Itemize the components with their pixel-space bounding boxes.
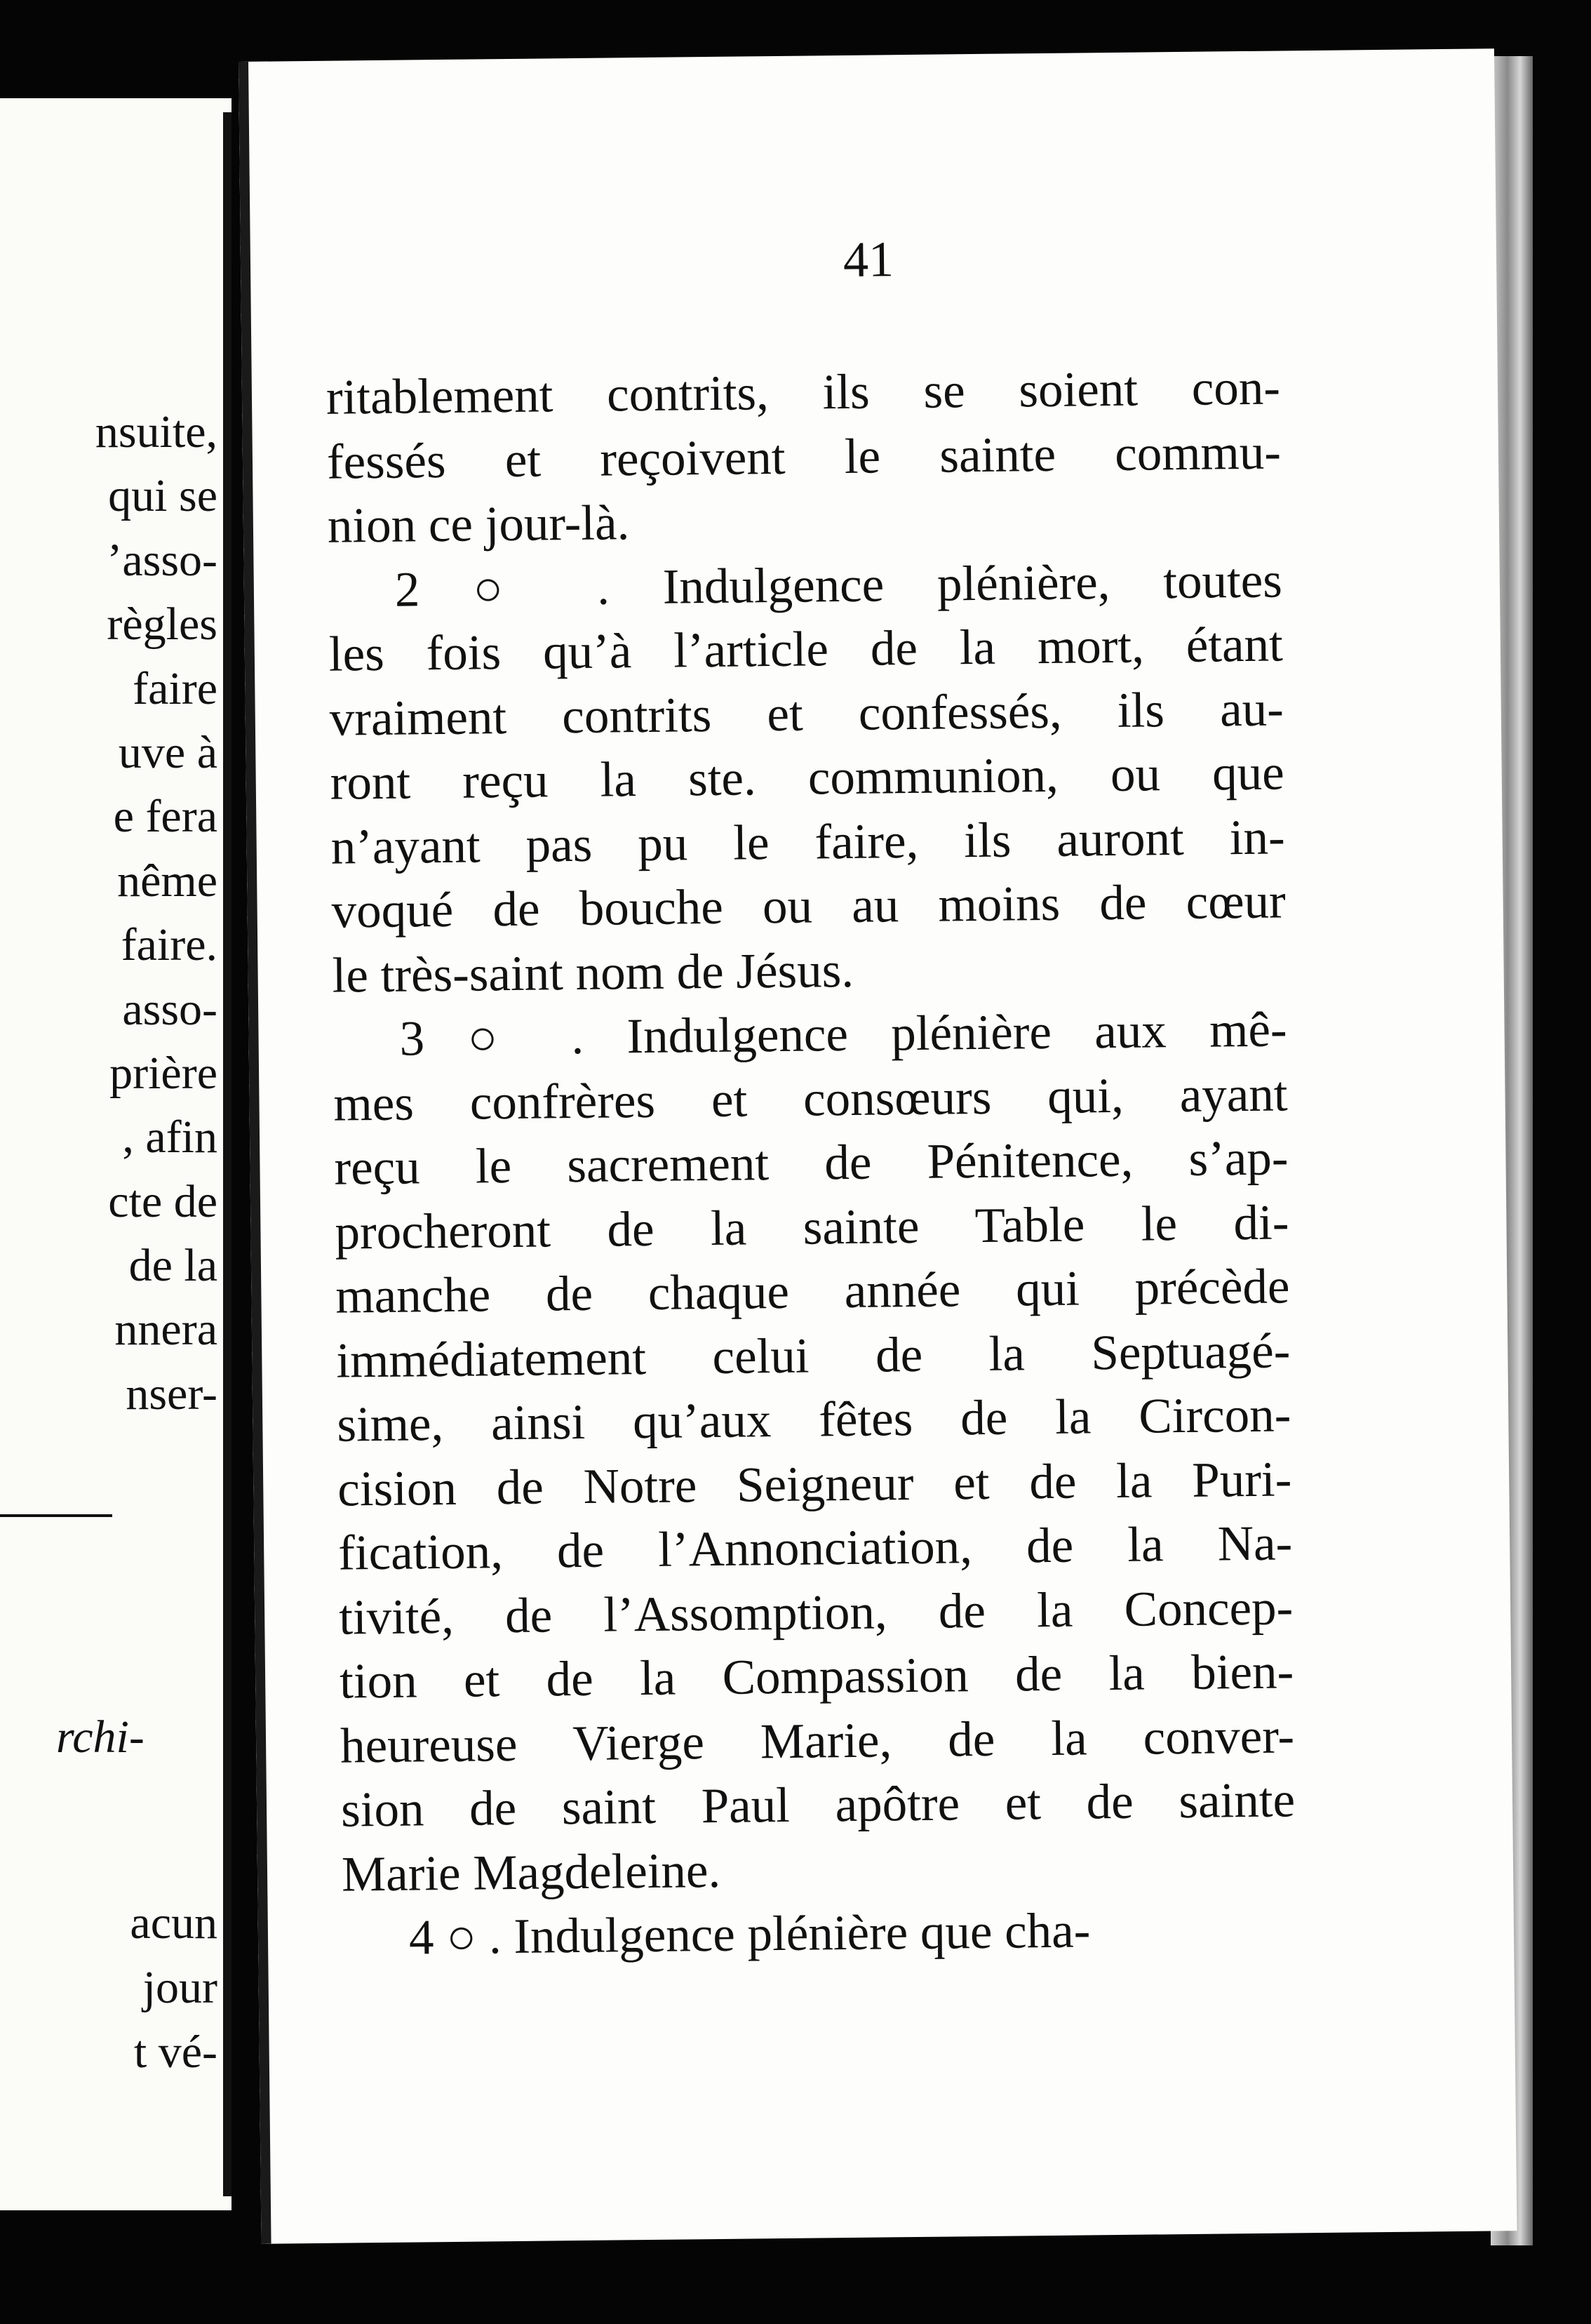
left-heading-line: rchi- [56,1711,145,1763]
left-page-heading [0,1705,217,1770]
text-line: fication, de l’Annonciation, de la Na- [337,1516,1293,1581]
left-line: faire. [121,919,217,971]
text-line: le très-saint nom de Jésus. [332,942,854,1003]
text-line: immédiatement celui de la Septuagé- [335,1323,1291,1389]
left-line: faire [133,662,217,714]
text-line: tivité, de l’Assomption, de la Concep- [338,1580,1294,1645]
gutter-shadow [223,112,231,2196]
text-line: tion et de la Compassion de la bien- [339,1644,1294,1709]
text-line: fessés et reçoivent le sainte commu- [326,424,1282,490]
page-body-text [326,356,1297,1971]
left-page-upper-text [0,400,217,1426]
left-line: nsuite, [95,406,217,458]
left-page-lower-text [0,1891,217,2085]
text-line: n’ayant pas pu le faire, ils auront in- [330,809,1286,875]
text-line: manche de chaque année qui précède [335,1259,1290,1324]
left-line: uve à [118,726,217,778]
left-line: t vé- [133,2026,217,2078]
text-line: 4 ○ . Indulgence plénière que cha- [408,1903,1091,1965]
text-line: les fois qu’à l’article de la mort, étant [328,617,1284,682]
text-line: voqué de bouche ou au moins de cœur [331,874,1287,939]
left-line: qui se [108,470,217,522]
left-line: , afin [122,1111,217,1163]
left-line: asso- [122,983,217,1035]
text-line: sion de saint Paul apôtre et de sainte [340,1772,1296,1838]
left-line: acun [130,1897,217,1949]
text-line: ront reçu la ste. communion, ou que [330,745,1285,810]
text-line: 2 ○ . Indulgence plénière, toutes [394,552,1283,617]
left-line: nnera [114,1304,217,1356]
text-line: heureuse Vierge Marie, de la conver- [340,1708,1295,1774]
text-line: 3 ○ . Indulgence plénière aux mê- [399,1002,1287,1067]
page-number: 41 [843,231,894,288]
text-line: Marie Magdeleine. [341,1843,721,1902]
text-line: vraiment contrits et confessés, ils au- [329,681,1284,747]
left-line: e fera [113,791,217,843]
left-line: nser- [126,1368,217,1420]
section-rule [0,1514,112,1517]
left-line: prière [109,1047,217,1099]
text-line: mes confrères et consœurs qui, ayant [333,1066,1288,1132]
text-line: cision de Notre Seigneur et de la Puri- [337,1451,1292,1517]
left-line: règles [107,599,217,650]
left-line: cte de [108,1175,217,1227]
right-page [239,48,1517,2244]
text-line: reçu le sacrement de Pénitence, s’ap- [334,1130,1289,1196]
text-line: procheront de la sainte Table le di- [335,1194,1289,1260]
text-line: ritablement contrits, ils se soient con- [325,360,1281,425]
left-line: nême [117,855,217,907]
left-line: ’asso- [107,534,217,586]
text-line: sime, ainsi qu’aux fêtes de la Circon- [336,1387,1291,1452]
text-line: nion ce jour-là. [327,495,630,554]
left-page-fragment [0,98,231,2210]
left-line: jour [142,1962,217,2013]
left-line: de la [128,1240,217,1292]
